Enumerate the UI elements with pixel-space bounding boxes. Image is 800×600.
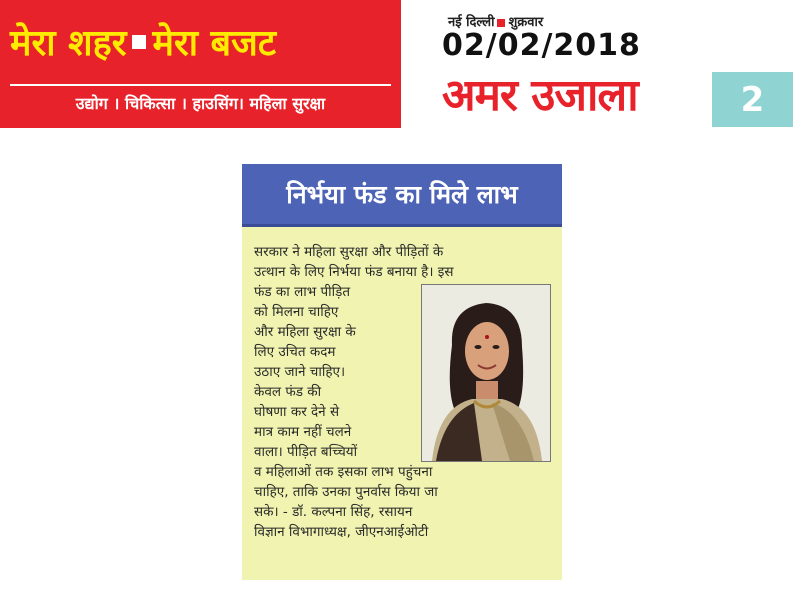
article-line: उठाए जाने चाहिए।	[254, 364, 346, 380]
section-banner	[0, 0, 401, 128]
square-separator-icon	[132, 35, 146, 49]
article-line: व महिलाओं तक इसका लाभ पहुंचना	[254, 464, 433, 480]
banner-divider	[10, 84, 391, 86]
article-line: लिए उचित कदम	[254, 344, 336, 360]
article-line: मात्र काम नहीं चलने	[254, 424, 352, 440]
article-line: उत्थान के लिए निर्भया फंड बनाया है। इस	[254, 264, 454, 280]
banner-title-part2: मेरा बजट	[152, 23, 276, 64]
newspaper-masthead: अमर उजाला	[442, 70, 638, 121]
square-bullet-icon	[497, 19, 505, 27]
article-top-strip	[242, 150, 562, 164]
article-line: को मिलना चाहिए	[254, 304, 339, 320]
article-line: विज्ञान विभागाध्यक्ष, जीएनआईओटी	[254, 524, 429, 540]
page-number: 2	[740, 79, 765, 120]
article-line: सके। - डॉ. कल्पना सिंह, रसायन	[254, 504, 413, 520]
article-line: चाहिए, ताकि उनका पुनर्वास किया जा	[254, 484, 438, 500]
article-line: सरकार ने महिला सुरक्षा और पीड़ितों के	[254, 244, 444, 260]
publication-date: 02/02/2018	[442, 28, 641, 63]
headline-bar	[242, 164, 562, 227]
page-number-box	[712, 72, 793, 127]
author-portrait-photo	[421, 284, 551, 462]
article-line: फंड का लाभ पीड़ित	[254, 284, 351, 300]
banner-subtitle: उद्योग । चिकित्सा । हाउसिंग। महिला सुरक्षा	[75, 94, 326, 113]
article-line: वाला। पीड़ित बच्चियों	[254, 444, 358, 460]
dateline-city: नई दिल्ली	[448, 15, 495, 30]
portrait-illustration	[422, 285, 550, 461]
article-line: घोषणा कर देने से	[254, 404, 340, 420]
article-headline: निर्भया फंड का मिले लाभ	[286, 180, 518, 209]
dateline-day: शुक्रवार	[508, 15, 544, 30]
banner-title-part1: मेरा शहर	[10, 23, 127, 64]
article-line: और महिला सुरक्षा के	[254, 324, 356, 340]
article-line: केवल फंड की	[254, 384, 322, 400]
banner-title	[10, 22, 391, 66]
